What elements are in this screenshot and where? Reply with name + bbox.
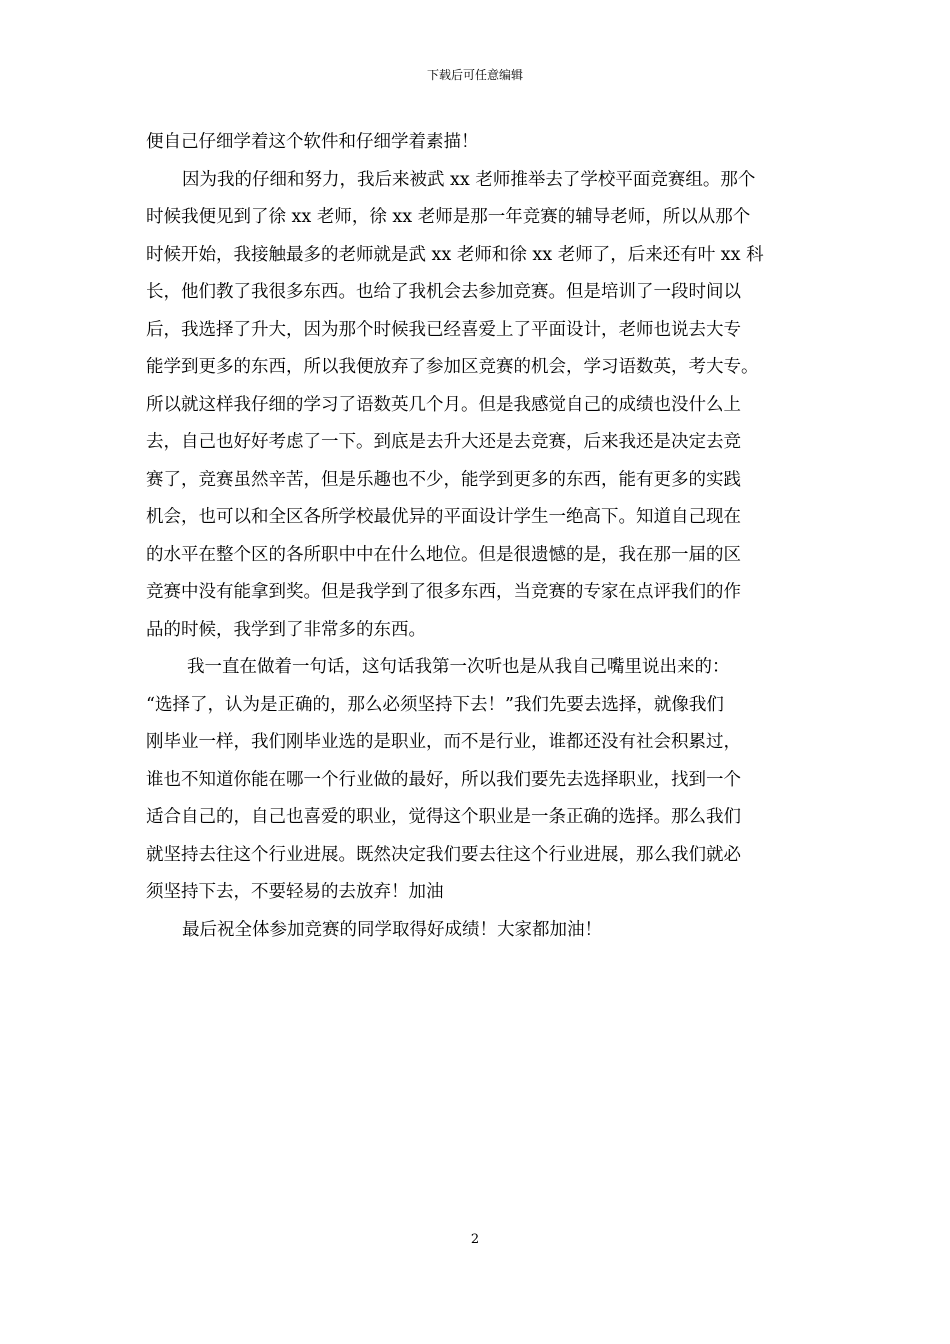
paragraph-start-line: 最后祝全体参加竞赛的同学取得好成绩！大家都加油！ xyxy=(182,919,602,940)
text-line: 时候我便见到了徐 xx 老师，徐 xx 老师是那一年竞赛的辅导老师，所以从那个 xyxy=(146,207,751,227)
text-line: 刚毕业一样，我们刚毕业选的是职业，而不是行业，谁都还没有社会积累过， xyxy=(146,732,741,752)
text-line: 机会，也可以和全区各所学校最优异的平面设计学生一绝高下。知道自己现在 xyxy=(146,507,741,527)
text-line: 时候开始，我接触最多的老师就是武 xx 老师和徐 xx 老师了，后来还有叶 xx 科 xyxy=(146,244,764,265)
text-line: 适合自己的，自己也喜爱的职业，觉得这个职业是一条正确的选择。那么我们 xyxy=(146,807,741,827)
text-line: 去，自己也好好考虑了一下。到底是去升大还是去竞赛，后来我还是决定去竞 xyxy=(146,432,741,452)
text-line: “选择了，认为是正确的，那么必须坚持下去！”我们先要去选择，就像我们 xyxy=(146,694,724,715)
text-line: 能学到更多的东西，所以我便放弃了参加区竞赛的机会，学习语数英，考大专。 xyxy=(146,357,759,377)
text-line: 品的时候，我学到了非常多的东西。 xyxy=(146,619,426,640)
text-line: 所以就这样我仔细的学习了语数英几个月。但是我感觉自己的成绩也没什么上 xyxy=(146,394,741,415)
paragraph-start-line: 我一直在做着一句话，这句话我第一次听也是从我自己嘴里说出来的： xyxy=(187,657,730,677)
document-body xyxy=(146,124,826,949)
text-line: 赛了，竞赛虽然辛苦，但是乐趣也不少，能学到更多的东西，能有更多的实践 xyxy=(146,469,741,490)
text-line: 竞赛中没有能拿到奖。但是我学到了很多东西，当竞赛的专家在点评我们的作 xyxy=(146,582,741,602)
paragraph-start-line: 因为我的仔细和努力，我后来被武 xx 老师推举去了学校平面竞赛组。那个 xyxy=(182,169,756,190)
text-line: 须坚持下去，不要轻易的去放弃！加油 xyxy=(146,882,444,902)
page-number: 2 xyxy=(470,1232,480,1247)
text-line: 便自己仔细学着这个软件和仔细学着素描！ xyxy=(146,132,479,152)
text-line: 谁也不知道你能在哪一个行业做的最好，所以我们要先去选择职业，找到一个 xyxy=(146,769,741,790)
text-line: 后，我选择了升大，因为那个时候我已经喜爱上了平面设计，老师也说去大专 xyxy=(146,319,741,340)
header-note: 下载后可任意编辑 xyxy=(426,68,523,82)
text-line: 长，他们教了我很多东西。也给了我机会去参加竞赛。但是培训了一段时间以 xyxy=(146,282,741,302)
text-line: 的水平在整个区的各所职中中在什么地位。但是很遗憾的是，我在那一届的区 xyxy=(146,544,741,565)
text-line: 就坚持去往这个行业进展。既然决定我们要去往这个行业进展，那么我们就必 xyxy=(146,844,741,865)
